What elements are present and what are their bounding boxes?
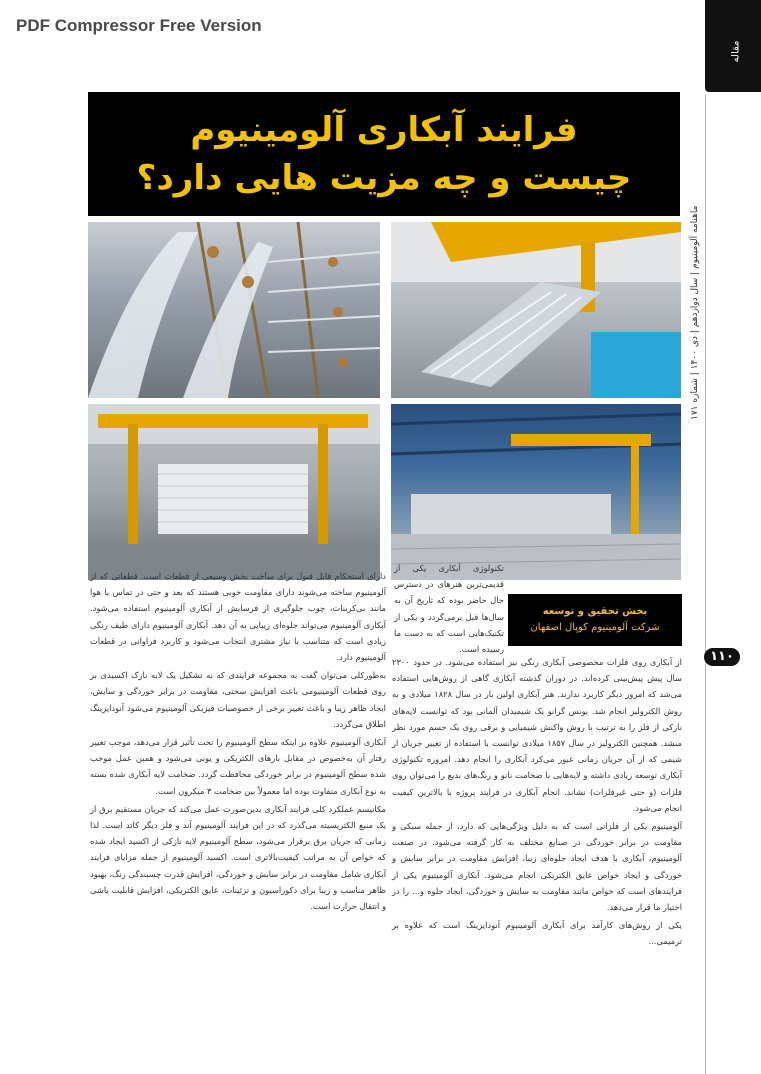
photo-factory-hall: [391, 404, 681, 580]
photo-aluminium-rack-frame: [88, 404, 380, 580]
author-box: [508, 594, 682, 646]
paragraph: به‌طورکلی می‌توان گفت به مجموعه فرایندی که به تشکیل یک لایه نازک اکسیدی بر روی قطعات آلومینیومی باعث افزایش سختی، مقاومت در برابر خوردگی و سایش، ایجاد ظاهر زیبا و باعث تغییر برخی از خصوصیات فیزیکی آلومینیوم می‌شود آنودایزینگ اطلاق می‌گردد.: [90, 670, 386, 729]
section-tab-label: مقاله: [730, 40, 742, 63]
journal-info: ماهنامه آلومینیوم | سال دوازدهم | دی ۱۴۰۰ | شماره ۱۷۱: [690, 205, 700, 420]
intro-paragraph: [394, 560, 504, 659]
photo-water-spray-rinse: [88, 222, 380, 398]
paragraph: از آبکاری روی فلزات مخصوصی آبکاری رنگی نیز استفاده می‌شود. در حدود ۲۳۰۰ سال پیش پیش‌بینی کرده‌اند. در دوران گذشته آبکاری گاهی از روش‌هایی استفاده می‌شد که امروز دیگر کاربرد ندارند. هنر آبکاری اولین بار در سال ۱۸۲۸ میلادی و به روش الکترولیز انجام شد. یونس گرانو یک شیمیدان آلمانی بود که توانست لایه‌های نازکی از فلز را به ترتیب با روش واکنش شیمیایی و برقی روی یک جسم مورد نظر منشد. همچنین الکترولیز در سال ۱۸۵۷ میلادی توانست با استفاده از تغییر جریان از شیمی که از آن جریان زمانی عبور می‌کرد آبکاری را انجام دهد. امروزه تکنولوژی آبکاری توسعه زیادی داشته و لایه‌هایی با ضخامت نانو و رنگ‌های بدیع را می‌توان روی فلزات (و حتی غیرفلزات) نشاند. انجام آبکاری در فرایند پروژه با بالاترین کیفیت انجام می‌شود.: [392, 657, 682, 813]
article-title-banner: [88, 92, 680, 216]
side-divider: [705, 94, 706, 1074]
photo-crane-over-tank: [391, 222, 681, 398]
author-company: شرکت آلومینیوم کوپال اصفهان: [530, 622, 660, 633]
section-tab: [705, 0, 761, 92]
paragraph: دارای استحکام قابل قبول برای ساخت بخش وسیعی از قطعات است. قطعاتی که از آلومینیوم ساخته می‌شوند دارای مقاومت خوبی هستند که بعد و حتی در تماس با هوا مانند بی‌کربنات، چوب جلوگیری از فرسایش از آبکاری آلومینیوم استفاده می‌شود. آبکاری آلومینیوم می‌تواند جلوه‌ای زیبایی به آن دهد. آبکاری آلومینیوم دارای طیف رنگی زیادی است که متناسب با نیاز مشتری انتخاب می‌شود و کاربرد فراوانی در قطعات آلومینیوم دارد.: [90, 571, 386, 663]
paragraph: آلومینیوم یکی از فلزاتی است که به دلیل ویژگی‌هایی که دارد، از جمله سبکی و مقاومت در برابر خوردگی در صنایع مختلف به کار گرفته می‌شود. در صنعت آلومینیوم، آبکاری با هدف ایجاد جلوه‌ای زیبا، افزایش مقاومت در برابر سایش و خوردگی و ایجاد خواص عایق الکتریکی انجام می‌شود. آبکاری آلومینیوم یکی از فرایندهای است که خواص مانند مقاومت به سایش و خوردگی، ایجاد جلوه و... را در اختیار ما قرار می‌دهد.: [392, 821, 682, 913]
paragraph: یکی از روش‌های کارآمد برای آبکاری آلومینیوم آنودایزینگ است که علاوه بر ترمیمی...: [392, 920, 682, 947]
author-department: بخش تحقیق و توسعه: [542, 606, 648, 617]
intro-text: تکنولوژی آبکاری یکی از قدیمی‌ترین هنرهای در دسترس حال حاضر بوده که تاریخ آن به سال‌ها قبل برمی‌گردد و یکی از تکنیک‌هایی است که به دست ما رسیده است.: [394, 563, 504, 655]
paragraph: مکانیسم عملکرد کلی فرایند آبکاری بدین‌صورت عمل می‌کند که جریان مستقیم برق از یک منبع الکتریسیته می‌گذرد که در این فرایند آلومینیوم آند و فلز دیگر کاتد است. لذا زمانی که جریان برق برقرار می‌شود، سطح آلومینیوم لایه نازکی از اکسید ایجاد شده که خواص آن به مراتب کیفیت‌بالاتری است. اکسید آلومینیوم از جمله مزایای فرایند آبکاری شامل مقاومت در برابر سایش و خوردگی، افزایش قدرت چسبندگی رنگ، بهبود ظاهر مناسب و زیبا برای دکوراسیون و تزئینات، عایق الکتریکی، افزایش قابلیت یاشی و انتقال حرارت است.: [90, 803, 386, 912]
right-column: [392, 654, 682, 952]
page-number: ۱۱۰: [704, 648, 740, 666]
article-title-line-1: فرایند آبکاری آلومینیوم: [190, 110, 578, 150]
article-title-line-2: چیست و چه مزیت هایی دارد؟: [136, 158, 632, 198]
paragraph: آبکاری آلومینیوم علاوه بر اینکه سطح آلومینیوم را تحت تأثیر قرار می‌دهد، موجب تغییر رفتار آن به‌خصوص در مقابل بارهای الکتریکی و یونی می‌شود و همین عمل موجب شده سطح آلومینیوم در برابر خوردگی محافظت گردد. ضخامت لایه آبکاری شده بسته به نوع آبکاری متفاوت بوده اما معمولاً بین ضخامت ۳ میکرون است.: [90, 737, 386, 796]
left-column: [90, 568, 386, 916]
watermark: PDF Compressor Free Version: [16, 16, 262, 35]
